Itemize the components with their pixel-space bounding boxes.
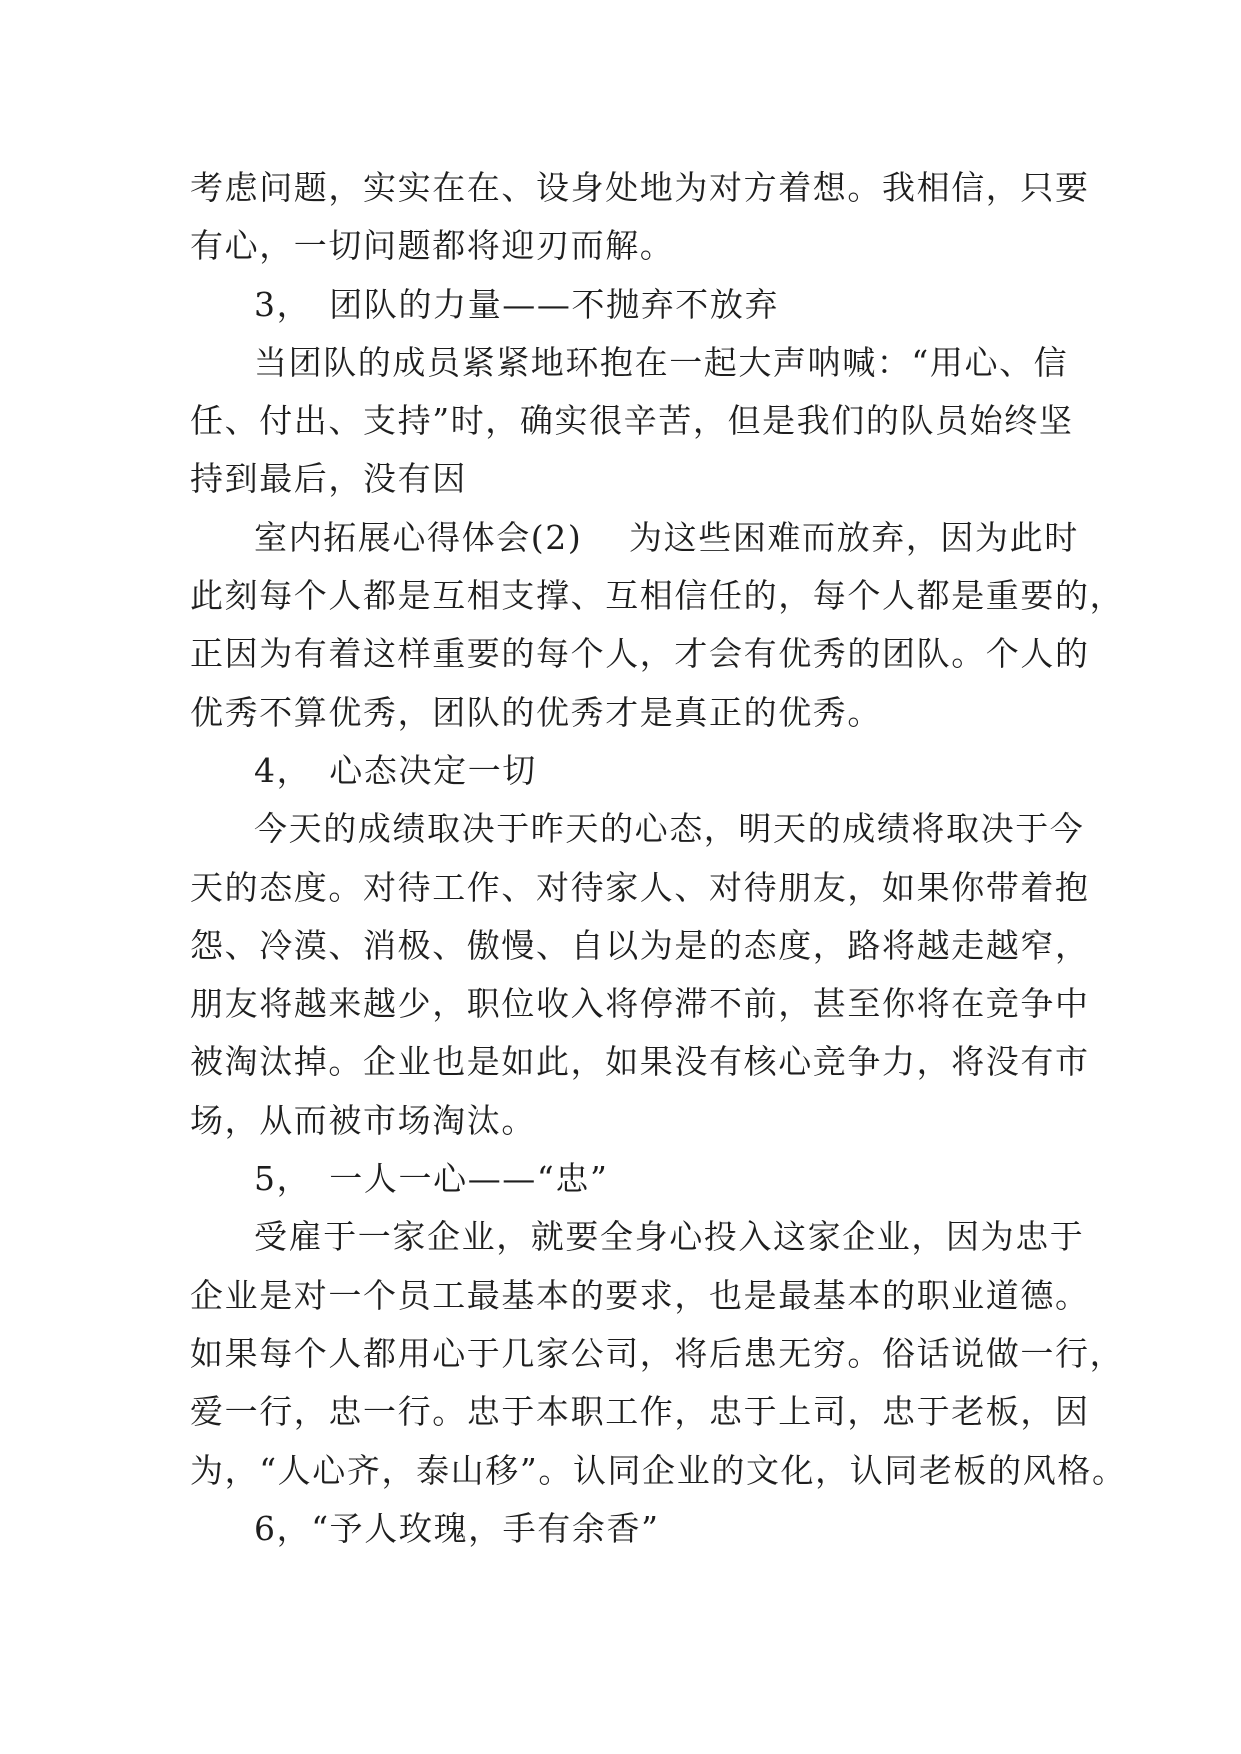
text-line: 持到最后，没有因 xyxy=(190,459,467,499)
text-line: 怨、冷漠、消极、傲慢、自以为是的态度，路将越走越窄， xyxy=(190,925,1090,965)
text-line: 当团队的成员紧紧地环抱在一起大声呐喊：“用心、信 xyxy=(254,342,1069,382)
text-line: 受雇于一家企业，就要全身心投入这家企业，因为忠于 xyxy=(254,1217,1085,1257)
text-line: 如果每个人都用心于几家公司，将后患无穷。俗话说做一行， xyxy=(190,1333,1125,1373)
text-line: 爱一行，忠一行。忠于本职工作，忠于上司，忠于老板，因 xyxy=(190,1392,1090,1432)
section-heading: 4， 心态决定一切 xyxy=(254,750,537,790)
section-heading: 6，“予人玫瑰，手有余香” xyxy=(254,1508,660,1548)
text-line: 考虑问题，实实在在、设身处地为对方着想。我相信，只要 xyxy=(190,168,1090,207)
section-heading: 3， 团队的力量——不抛弃不放弃 xyxy=(254,284,780,324)
text-line: 正因为有着这样重要的每个人，才会有优秀的团队。个人的 xyxy=(190,634,1090,674)
text-line: 任、付出、支持”时，确实很辛苦，但是我们的队员始终坚 xyxy=(190,401,1074,441)
text-line: 朋友将越来越少，职位收入将停滞不前，甚至你将在竞争中 xyxy=(190,984,1090,1024)
text-line: 被淘汰掉。企业也是如此，如果没有核心竞争力，将没有市 xyxy=(190,1042,1090,1082)
text-line: 优秀不算优秀，团队的优秀才是真正的优秀。 xyxy=(190,692,882,732)
text-line: 天的态度。对待工作、对待家人、对待朋友，如果你带着抱 xyxy=(190,867,1090,907)
text-line: 企业是对一个员工最基本的要求，也是最基本的职业道德。 xyxy=(190,1275,1090,1315)
text-line: 为，“人心齐，泰山移”。认同企业的文化，认同老板的风格。 xyxy=(190,1450,1127,1490)
section-heading: 5， 一人一心——“忠” xyxy=(254,1159,609,1199)
text-line: 今天的成绩取决于昨天的心态，明天的成绩将取决于今 xyxy=(254,809,1085,849)
text-line: 有心，一切问题都将迎刃而解。 xyxy=(190,226,675,266)
text-line: 室内拓展心得体会(2) 为这些困难而放弃，因为此时 xyxy=(254,517,1079,557)
text-line: 此刻每个人都是互相支撑、互相信任的，每个人都是重要的， xyxy=(190,576,1125,616)
document-page xyxy=(190,159,1127,1558)
text-line: 场，从而被市场淘汰。 xyxy=(190,1100,536,1140)
